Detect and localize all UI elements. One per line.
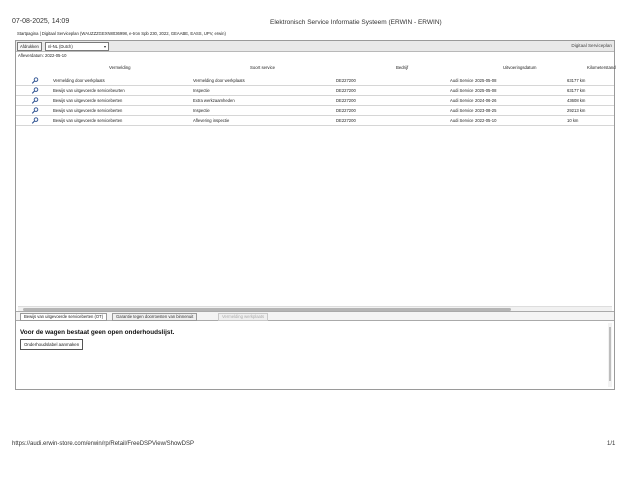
cell-km: 63177 km [567, 88, 586, 93]
search-icon[interactable] [31, 97, 39, 104]
print-button[interactable]: Afdrukken [17, 42, 42, 51]
table-row[interactable] [16, 96, 614, 106]
no-maintenance-message: Voor de wagen bestaat geen open onderhoudslijst. [20, 329, 175, 336]
table-row[interactable] [16, 76, 614, 86]
cell-km: 43608 km [567, 98, 586, 103]
cell-dealer-code: DE227200 [336, 88, 356, 93]
table-row[interactable] [16, 106, 614, 116]
cell-bedrijf: Audi Service [450, 108, 474, 113]
service-plan-frame [15, 40, 615, 390]
search-icon[interactable] [31, 87, 39, 94]
cell-datum: 2025-05-08 [475, 78, 497, 83]
cell-soort-service: Aflevering inspectie [193, 118, 230, 123]
search-icon[interactable] [31, 117, 39, 124]
column-header-soort-service[interactable]: Soort service [250, 65, 276, 70]
cell-vermelding: Vermelding door werkplaats [53, 78, 105, 83]
cell-vermelding: Bewijs van uitgevoerde servicebeurten [53, 88, 125, 93]
cell-soort-service: Vermelding door werkplaats [193, 78, 245, 83]
cell-km: 29213 km [567, 108, 586, 113]
tab-workshop-note: Vermelding werkplaats [218, 313, 268, 321]
column-header-kilometerstand[interactable]: Kilometerstand [587, 65, 616, 70]
cell-vermelding: Bewijs van uitgevoerde serviceberten [53, 118, 123, 123]
toolbar-section-label: Digitaal Serviceplan [571, 43, 612, 48]
chevron-down-icon: ▾ [103, 44, 106, 49]
table-row[interactable] [16, 116, 614, 126]
create-maintenance-label-button[interactable]: Onderhoudslabel aanmaken [20, 339, 83, 350]
search-icon[interactable] [31, 107, 39, 114]
cell-soort-service: Inspectie [193, 88, 210, 93]
cell-soort-service: Inspectie [193, 108, 210, 113]
cell-km: 10 km [567, 118, 579, 123]
cell-bedrijf: Audi Service [450, 78, 474, 83]
cell-datum: 2022-05-10 [475, 118, 497, 123]
print-date-time: 07-08-2025, 14:09 [12, 18, 70, 25]
language-select-value: nl-NL (Dutch) [48, 44, 73, 49]
scrollbar-thumb[interactable] [609, 327, 611, 381]
cell-bedrijf: Audi Service [450, 118, 474, 123]
cell-dealer-code: DE227200 [336, 78, 356, 83]
vertical-scrollbar[interactable] [608, 323, 612, 387]
delivery-date: Afleverdatum: 2022-05-10 [18, 53, 67, 58]
cell-datum: 2025-05-08 [475, 88, 497, 93]
print-page-number: 1/1 [607, 441, 616, 447]
column-header-uitvoeringsdatum[interactable]: Uitvoeringsdatum [503, 65, 537, 70]
cell-km: 63177 km [567, 78, 586, 83]
toolbar [16, 41, 614, 52]
cell-datum: 2024-06-26 [475, 98, 497, 103]
cell-dealer-code: DE227200 [336, 108, 356, 113]
tab-bar [16, 311, 614, 321]
column-header-bedrijf[interactable]: Bedrijf [396, 65, 409, 70]
column-header-vermelding[interactable]: Vermelding [109, 65, 131, 70]
language-select[interactable] [45, 42, 109, 51]
tab-service-proof[interactable]: Bewijs van uitgevoerde serviceberten (OT) [20, 313, 107, 321]
table-row[interactable] [16, 86, 614, 96]
cell-vermelding: Bewijs van uitgevoerde serviceberten [53, 98, 123, 103]
print-url: https://audi.erwin-store.com/erwin/rp/Retail/FreeDSPView/ShowDSP [12, 441, 194, 447]
cell-soort-service: Extra werkzaamheden [193, 98, 235, 103]
cell-datum: 2023-08-25 [475, 108, 497, 113]
tab-rust-warranty[interactable]: Garantie tegen doorroesten van binnenuit [112, 313, 197, 321]
cell-bedrijf: Audi Service [450, 98, 474, 103]
search-icon[interactable] [31, 77, 39, 84]
cell-dealer-code: DE227200 [336, 118, 356, 123]
cell-vermelding: Bewijs van uitgevoerde serviceberten [53, 108, 123, 113]
cell-dealer-code: DE227200 [336, 98, 356, 103]
print-page-title: Elektronisch Service Informatie Systeem (ERWIN - ERWIN) [270, 19, 442, 26]
cell-bedrijf: Audi Service [450, 88, 474, 93]
breadcrumb: Startpagina | Digitaal Serviceplan (WAUZZZGEXN8036998, e-tron Spb 230, 2022, GEAABE, EASS, UPV, erwin) [17, 31, 226, 36]
